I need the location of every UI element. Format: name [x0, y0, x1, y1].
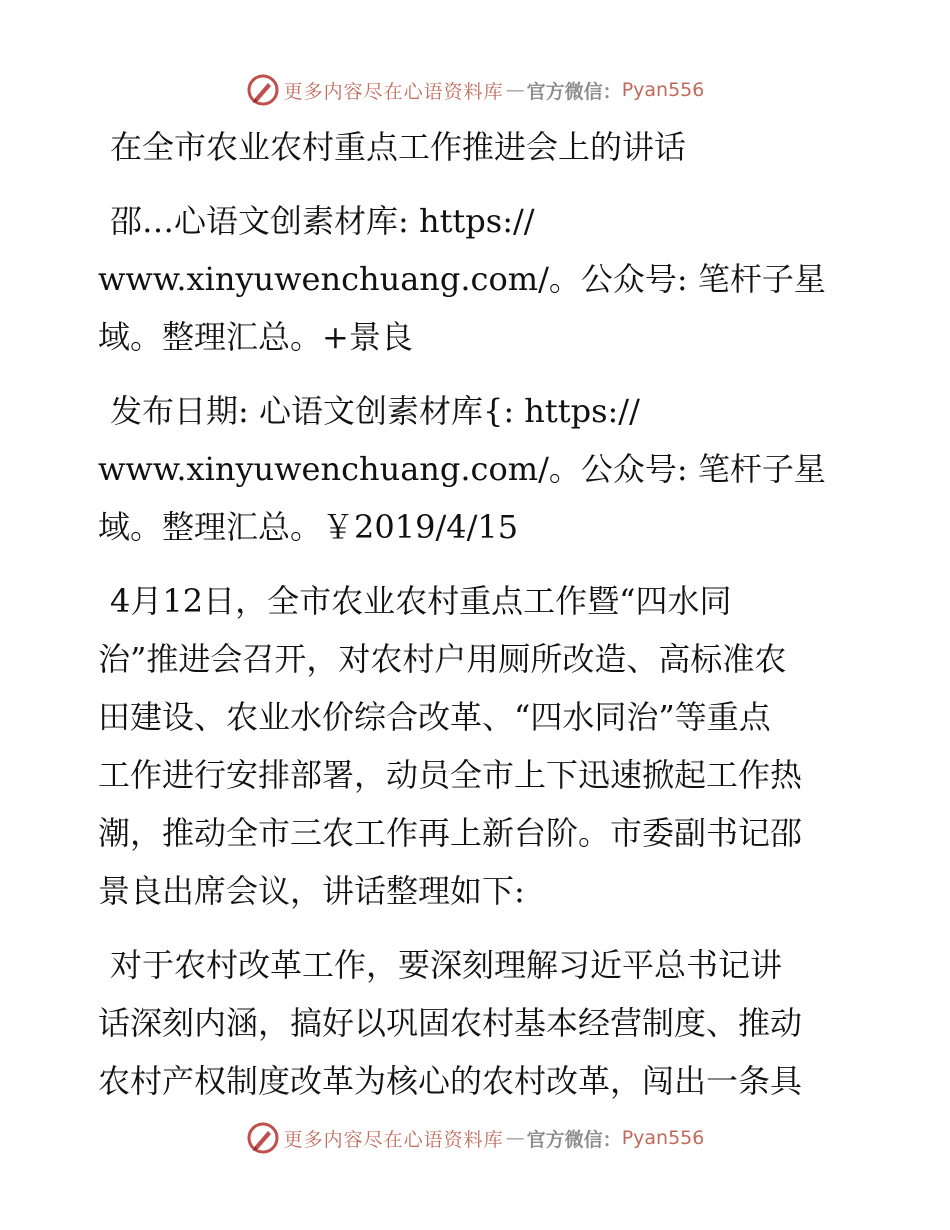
watermark-separator: — — [505, 79, 525, 101]
author-line: 邵…心语文创素材库: https:// — [110, 202, 535, 240]
watermark-header — [0, 70, 950, 110]
body-paragraph-1 — [98, 572, 858, 920]
document-title — [98, 118, 858, 176]
watermark-wechat-id: Pyan556 — [621, 1127, 705, 1149]
document-body — [98, 118, 858, 1126]
pen-logo-icon — [246, 1121, 280, 1155]
date-line: 域。整理汇总。￥2019/4/15 — [98, 508, 519, 546]
watermark-label: 官方微信： — [526, 80, 622, 103]
body-line: 对于农村改革工作，要深刻理解习近平总书记讲 — [110, 946, 783, 984]
pen-logo-icon — [246, 73, 280, 107]
body-line: 潮，推动全市三农工作再上新台阶。市委副书记邵 — [98, 814, 803, 852]
title-line: 在全市农业农村重点工作推进会上的讲话 — [110, 128, 687, 166]
author-line: www.xinyuwenchuang.com/。公众号: 笔杆子星 — [98, 260, 826, 298]
watermark-wechat-id: Pyan556 — [621, 79, 705, 101]
body-line: 景良出席会议，讲话整理如下: — [98, 872, 525, 910]
date-line: www.xinyuwenchuang.com/。公众号: 笔杆子星 — [98, 450, 826, 488]
body-line: 田建设、农业水价综合改革、“四水同治”等重点 — [98, 698, 771, 736]
watermark-label: 官方微信： — [526, 1128, 622, 1151]
body-line: 农村产权制度改革为核心的农村改革，闯出一条具 — [98, 1062, 803, 1100]
date-line: 发布日期: 心语文创素材库{: https:// — [110, 392, 640, 430]
body-paragraph-2 — [98, 936, 858, 1110]
body-line: 4月12日，全市农业农村重点工作暨“四水同 — [110, 582, 732, 620]
date-paragraph — [98, 382, 858, 556]
watermark-text: 更多内容尽在心语资料库 — [283, 1128, 504, 1151]
watermark-text: 更多内容尽在心语资料库 — [283, 80, 504, 103]
author-paragraph — [98, 192, 858, 366]
body-line: 话深刻内涵，搞好以巩固农村基本经营制度、推动 — [98, 1004, 803, 1042]
watermark-separator: — — [505, 1127, 525, 1149]
body-line: 工作进行安排部署，动员全市上下迅速掀起工作热 — [98, 756, 803, 794]
body-line: 治”推进会召开，对农村户用厕所改造、高标准农 — [98, 640, 787, 678]
author-line: 域。整理汇总。+景良 — [98, 318, 413, 356]
watermark-footer — [0, 1118, 950, 1158]
